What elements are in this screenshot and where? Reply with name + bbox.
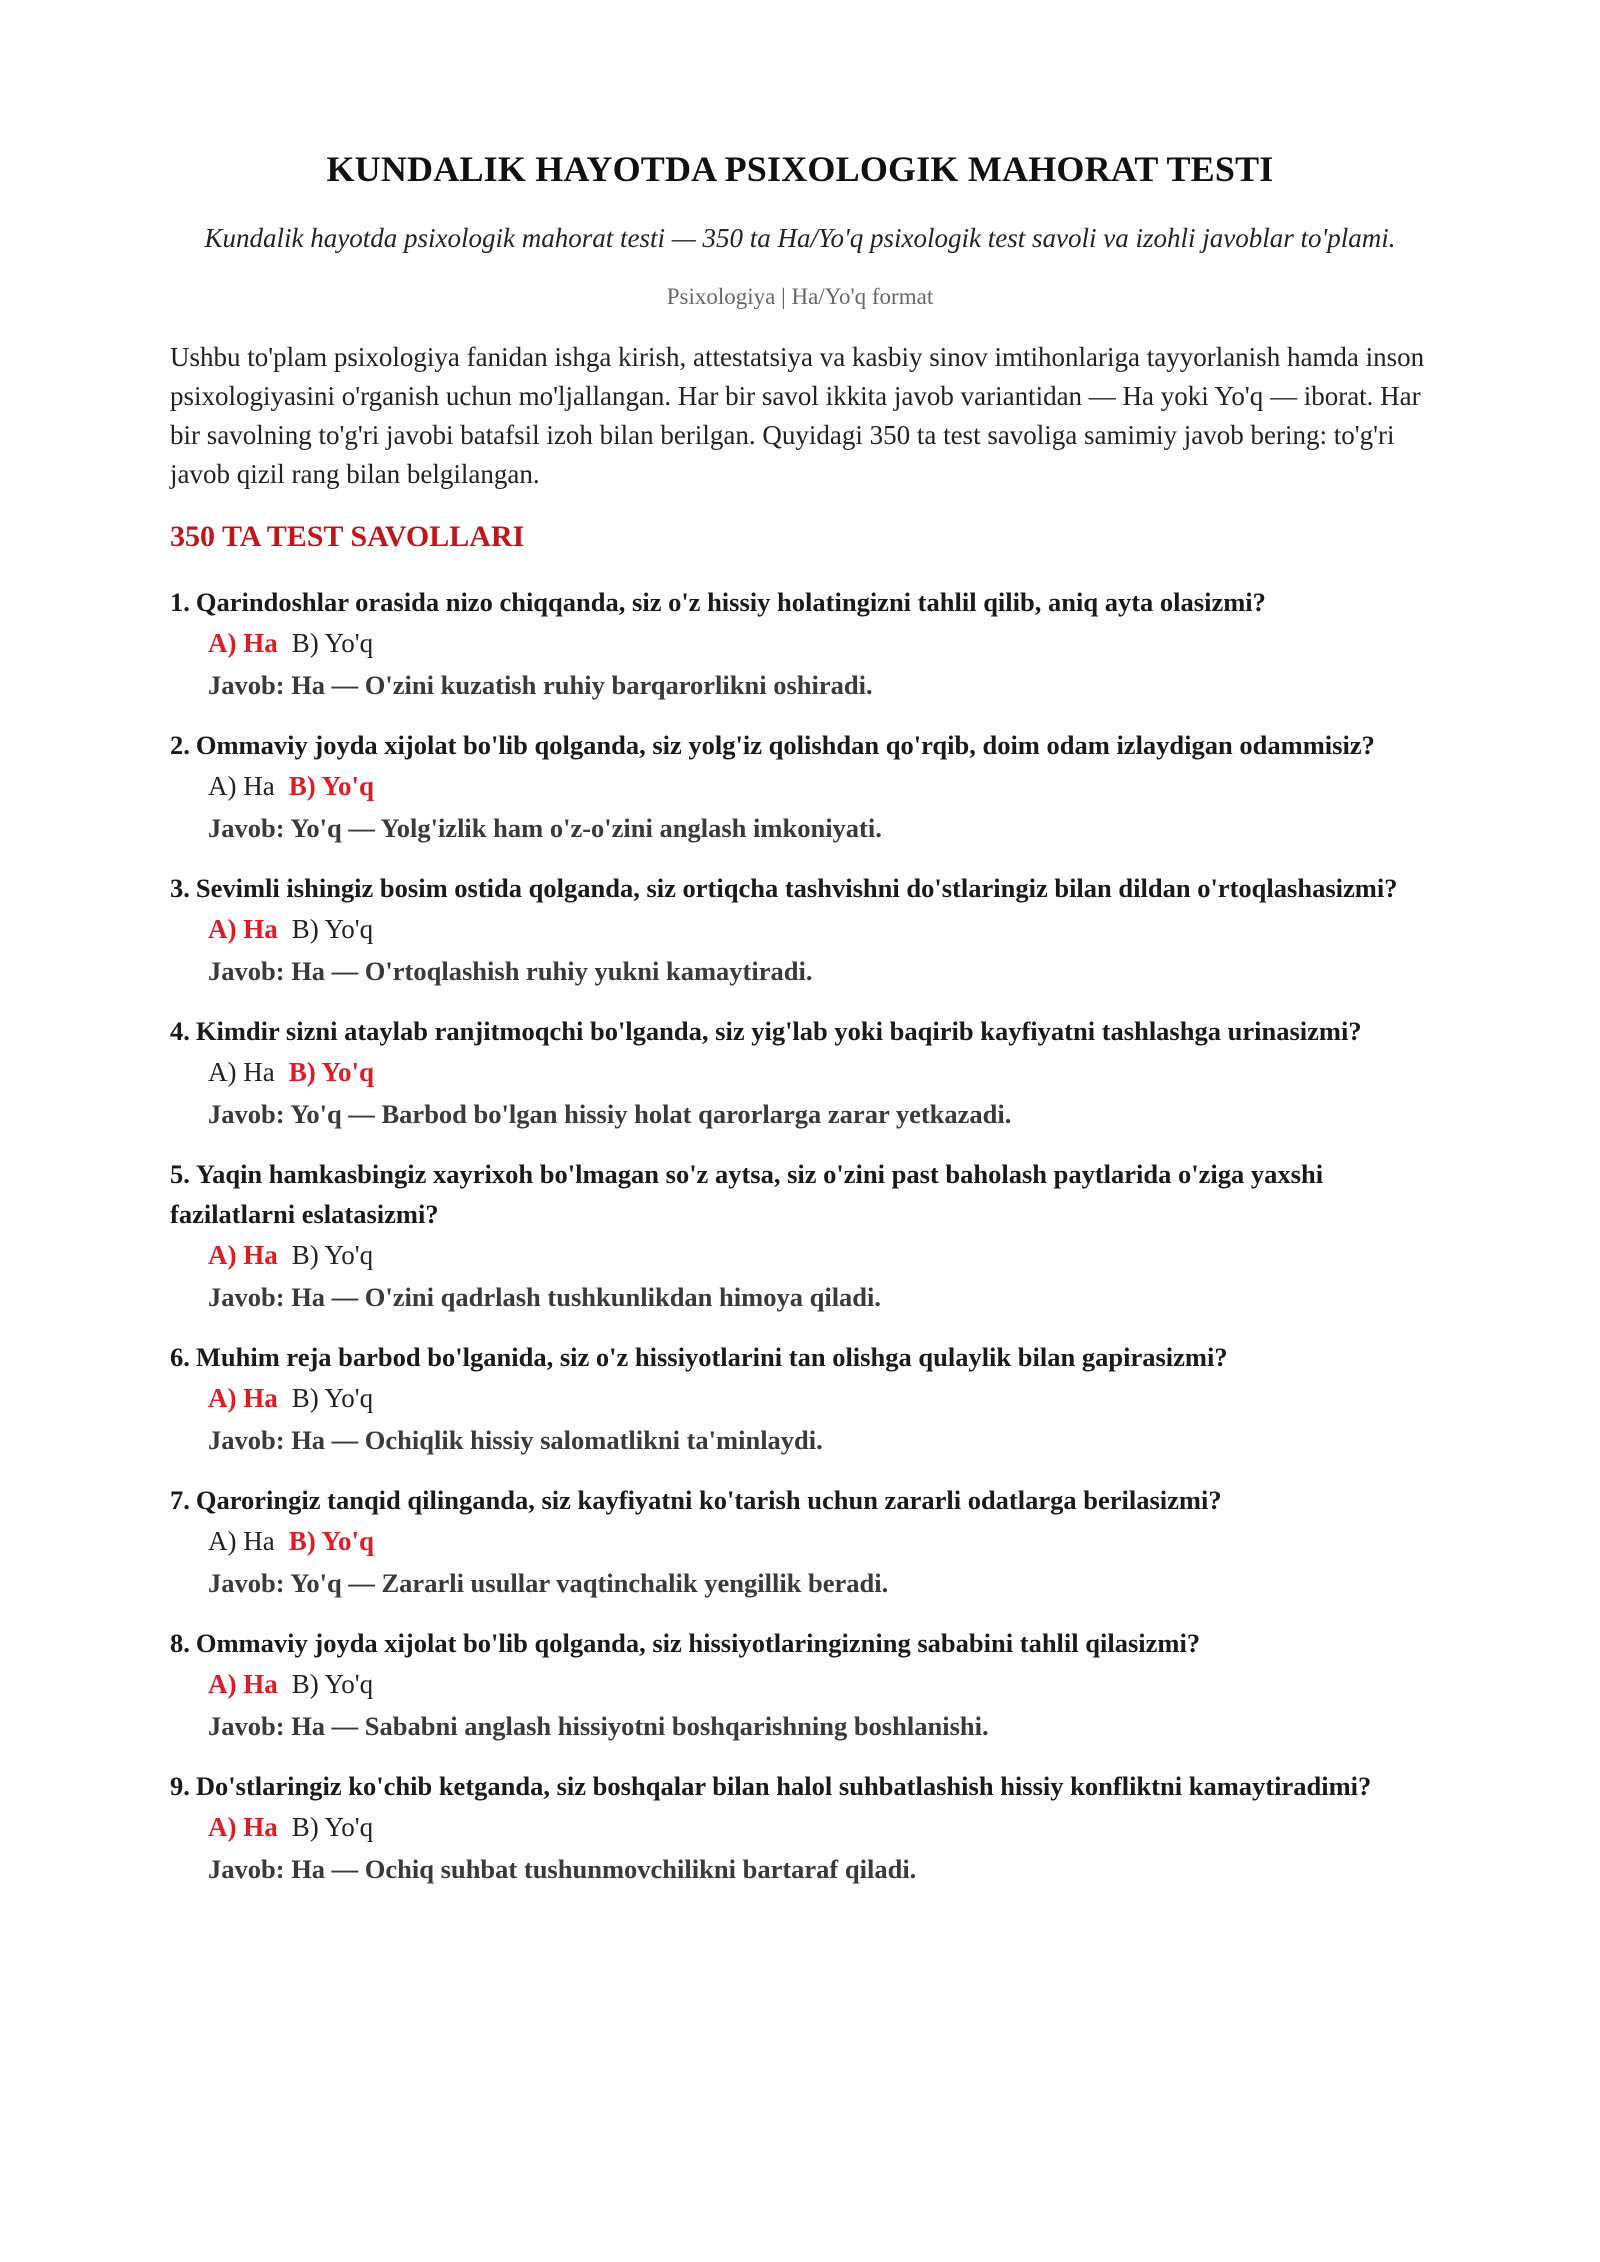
answer-options bbox=[170, 1806, 1430, 1848]
question-item bbox=[170, 868, 1430, 992]
option-b: B) Yo'q bbox=[288, 771, 375, 801]
question-number: 5. bbox=[170, 1159, 190, 1189]
question-text-line bbox=[170, 1480, 1430, 1520]
question-text: Qarindoshlar orasida nizo chiqqanda, siz o'z hissiy holatingizni tahlil qilib, aniq ayta olasizmi? bbox=[195, 587, 1266, 617]
answer-options bbox=[170, 908, 1430, 950]
answer-explanation: Javob: Ha — Ochiqlik hissiy salomatlikni ta'minlaydi. bbox=[208, 1425, 823, 1455]
answer-options bbox=[170, 1520, 1430, 1562]
question-text-line bbox=[170, 1766, 1430, 1806]
answer-options bbox=[170, 1051, 1430, 1093]
answer-explanation: Javob: Ha — Sababni anglash hissiyotni boshqarishning boshlanishi. bbox=[208, 1711, 989, 1741]
option-b: B) Yo'q bbox=[291, 1240, 374, 1270]
intro-paragraph: Ushbu to'plam psixologiya fanidan ishga kirish, attestatsiya va kasbiy sinov imtihonlariga tayyorlanish hamda inson psixologiyasini o'rganish uchun mo'ljallangan. Har bir savol ikkita javob variantidan — Ha yoki Yo'q — iborat. Har bir savolning to'g'ri javobi batafsil izoh bilan berilgan. Quyidagi 350 ta test savoliga samimiy javob bering: to'g'ri javob qizil rang bilan belgilangan. bbox=[170, 342, 1425, 489]
option-a: A) Ha bbox=[208, 914, 278, 944]
option-a: A) Ha bbox=[208, 1812, 278, 1842]
question-text: Yaqin hamkasbingiz xayrixoh bo'lmagan so'z aytsa, siz o'zini past baholash paytlarida o'ziga yaxshi fazilatlarni eslatasizmi? bbox=[170, 1159, 1324, 1229]
question-number: 7. bbox=[170, 1485, 190, 1515]
question-text-line bbox=[170, 1154, 1430, 1234]
option-b: B) Yo'q bbox=[291, 1383, 374, 1413]
question-number: 4. bbox=[170, 1016, 190, 1046]
question-text-line bbox=[170, 1011, 1430, 1051]
option-b: B) Yo'q bbox=[291, 1812, 374, 1842]
option-b: B) Yo'q bbox=[288, 1526, 375, 1556]
answer-options bbox=[170, 622, 1430, 664]
answer-explanation: Javob: Ha — O'rtoqlashish ruhiy yukni kamaytiradi. bbox=[208, 956, 813, 986]
document-title: KUNDALIK HAYOTDA PSIXOLOGIK MAHORAT TESTI bbox=[326, 149, 1274, 189]
question-item bbox=[170, 1766, 1430, 1890]
answer-options bbox=[170, 1377, 1430, 1419]
question-text: Kimdir sizni ataylab ranjitmoqchi bo'lganda, siz yig'lab yoki baqirib kayfiyatni tashlashga urinasizmi? bbox=[195, 1016, 1362, 1046]
question-text: Ommaviy joyda xijolat bo'lib qolganda, siz hissiyotlaringizning sababini tahlil qilasizmi? bbox=[195, 1628, 1201, 1658]
option-a: A) Ha bbox=[208, 1240, 278, 1270]
question-number: 8. bbox=[170, 1628, 190, 1658]
answer-explanation: Javob: Ha — Ochiq suhbat tushunmovchilikni bartaraf qiladi. bbox=[208, 1854, 917, 1884]
option-b: B) Yo'q bbox=[291, 1669, 374, 1699]
answer-explanation: Javob: Ha — O'zini kuzatish ruhiy barqarorlikni oshiradi. bbox=[208, 670, 873, 700]
question-item bbox=[170, 1480, 1430, 1604]
question-item bbox=[170, 582, 1430, 706]
option-a: A) Ha bbox=[208, 1526, 275, 1556]
question-text: Muhim reja barbod bo'lganida, siz o'z hissiyotlarini tan olishga qulaylik bilan gapirasizmi? bbox=[195, 1342, 1228, 1372]
option-a: A) Ha bbox=[208, 1669, 278, 1699]
section-heading: 350 TA TEST SAVOLLARI bbox=[170, 520, 525, 553]
answer-options bbox=[170, 1234, 1430, 1276]
question-list bbox=[170, 582, 1430, 1890]
option-b: B) Yo'q bbox=[288, 1057, 375, 1087]
answer-options bbox=[170, 1663, 1430, 1705]
document-subtitle: Kundalik hayotda psixologik mahorat testi — 350 ta Ha/Yo'q psixologik test savoli va izohli javoblar to'plami. bbox=[204, 223, 1396, 253]
question-text: Ommaviy joyda xijolat bo'lib qolganda, siz yolg'iz qolishdan qo'rqib, doim odam izlaydigan odammisiz? bbox=[195, 730, 1375, 760]
question-text-line bbox=[170, 1623, 1430, 1663]
answer-explanation: Javob: Yo'q — Yolg'izlik ham o'z-o'zini anglash imkoniyati. bbox=[208, 813, 882, 843]
question-number: 9. bbox=[170, 1771, 190, 1801]
question-number: 6. bbox=[170, 1342, 190, 1372]
question-text-line bbox=[170, 868, 1430, 908]
option-a: A) Ha bbox=[208, 1383, 278, 1413]
question-text-line bbox=[170, 725, 1430, 765]
answer-explanation: Javob: Yo'q — Barbod bo'lgan hissiy holat qarorlarga zarar yetkazadi. bbox=[208, 1099, 1012, 1129]
question-item bbox=[170, 1337, 1430, 1461]
question-item bbox=[170, 1623, 1430, 1747]
question-text-line bbox=[170, 1337, 1430, 1377]
question-text: Do'stlaringiz ko'chib ketganda, siz boshqalar bilan halol suhbatlashish hissiy konfliktni kamaytiradimi? bbox=[195, 1771, 1372, 1801]
option-a: A) Ha bbox=[208, 1057, 275, 1087]
question-text-line bbox=[170, 582, 1430, 622]
answer-explanation: Javob: Yo'q — Zararli usullar vaqtinchalik yengillik beradi. bbox=[208, 1568, 889, 1598]
option-a: A) Ha bbox=[208, 628, 278, 658]
option-b: B) Yo'q bbox=[291, 914, 374, 944]
option-a: A) Ha bbox=[208, 771, 275, 801]
answer-options bbox=[170, 765, 1430, 807]
document-category: Psixologiya | Ha/Yo'q format bbox=[666, 284, 934, 309]
answer-explanation: Javob: Ha — O'zini qadrlash tushkunlikdan himoya qiladi. bbox=[208, 1282, 882, 1312]
question-text: Sevimli ishingiz bosim ostida qolganda, siz ortiqcha tashvishni do'stlaringiz bilan dildan o'rtoqlashasizmi? bbox=[195, 873, 1398, 903]
question-number: 3. bbox=[170, 873, 190, 903]
question-number: 2. bbox=[170, 730, 190, 760]
question-item bbox=[170, 725, 1430, 849]
question-number: 1. bbox=[170, 587, 190, 617]
question-item bbox=[170, 1154, 1430, 1318]
question-item bbox=[170, 1011, 1430, 1135]
question-text: Qaroringiz tanqid qilinganda, siz kayfiyatni ko'tarish uchun zararli odatlarga berilasizmi? bbox=[195, 1485, 1222, 1515]
option-b: B) Yo'q bbox=[291, 628, 374, 658]
